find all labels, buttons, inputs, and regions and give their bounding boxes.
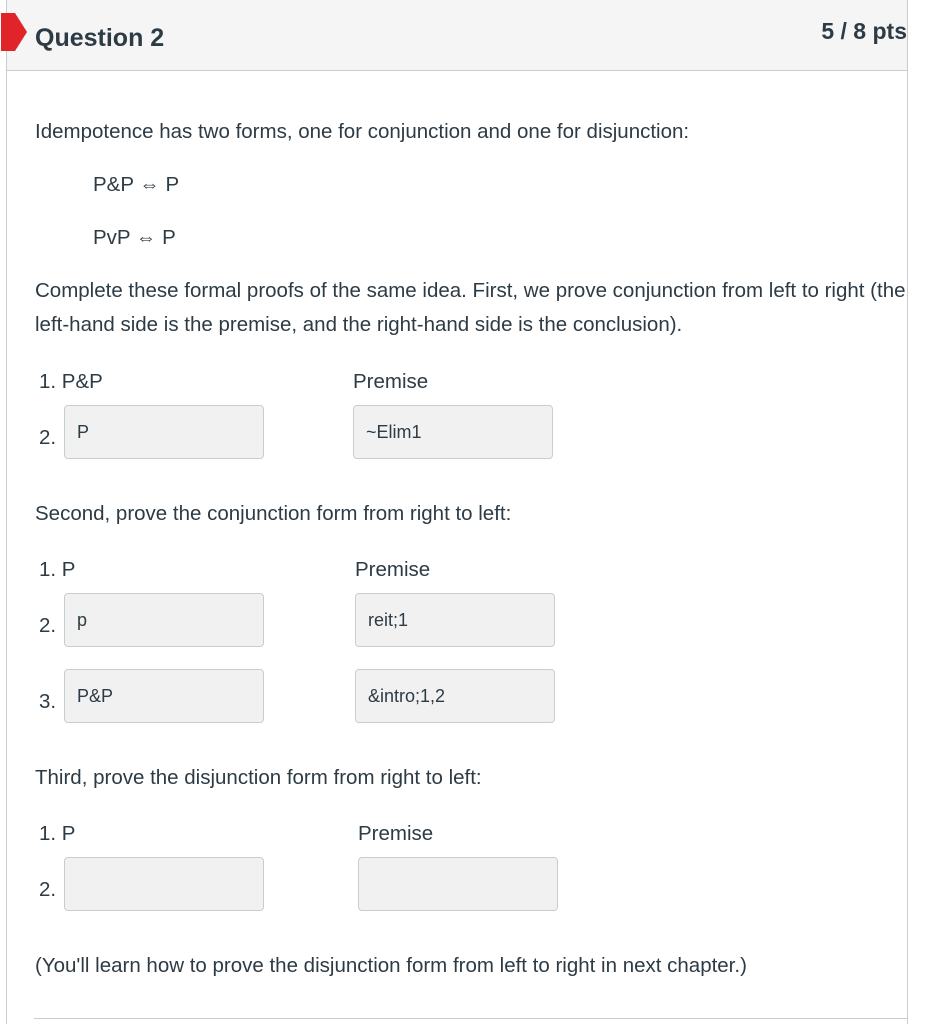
s1-line2-justification-input[interactable]: ~Elim1 bbox=[353, 405, 553, 459]
s2-line3-justification-input[interactable]: &intro;1,2 bbox=[355, 669, 555, 723]
section2-text: Second, prove the conjunction form from right to left: bbox=[35, 502, 512, 525]
question-title: Question 2 bbox=[35, 24, 165, 52]
s3-line2-justification-input[interactable] bbox=[358, 857, 558, 911]
s2-line3-formula-input[interactable]: P&P bbox=[64, 669, 264, 723]
question-points: 5 / 8 pts bbox=[821, 18, 907, 44]
s2-line2-justification-input[interactable]: reit;1 bbox=[355, 593, 555, 647]
s3-line2-number: 2. bbox=[39, 878, 57, 901]
s1-line1-justification: Premise bbox=[353, 370, 429, 393]
s2-line1-justification: Premise bbox=[355, 558, 431, 581]
flag-icon[interactable] bbox=[1, 13, 27, 51]
s1-line2-formula-input[interactable]: P bbox=[64, 405, 264, 459]
s3-line1-justification: Premise bbox=[358, 822, 434, 845]
footer-note: (You'll learn how to prove the disjunction form from left to right in next chapter.) bbox=[35, 954, 747, 977]
s2-line2-number: 2. bbox=[39, 614, 57, 637]
question-header bbox=[7, 0, 907, 71]
section3-text: Third, prove the disjunction form from right to left: bbox=[35, 766, 482, 789]
rule-conjunction: P&P ⇔ P bbox=[93, 173, 180, 196]
s1-line2-number: 2. bbox=[39, 426, 57, 449]
s3-line2-formula-input[interactable] bbox=[64, 857, 264, 911]
divider bbox=[34, 1018, 908, 1019]
s2-line2-formula-input[interactable]: p bbox=[64, 593, 264, 647]
s1-line1-formula: 1. P&P bbox=[39, 370, 103, 393]
s2-line3-number: 3. bbox=[39, 690, 57, 713]
intro-text: Idempotence has two forms, one for conjunction and one for disjunction: bbox=[35, 120, 690, 143]
s2-line1-formula: 1. P bbox=[39, 558, 76, 581]
rule-disjunction: PvP ⇔ P bbox=[93, 226, 176, 249]
s3-line1-formula: 1. P bbox=[39, 822, 76, 845]
section1-text: Complete these formal proofs of the same idea. First, we prove conjunction from left to right (the left-hand side is the premise, and the right-hand side is the conclusion). bbox=[35, 279, 906, 336]
question-card bbox=[6, 0, 908, 1024]
